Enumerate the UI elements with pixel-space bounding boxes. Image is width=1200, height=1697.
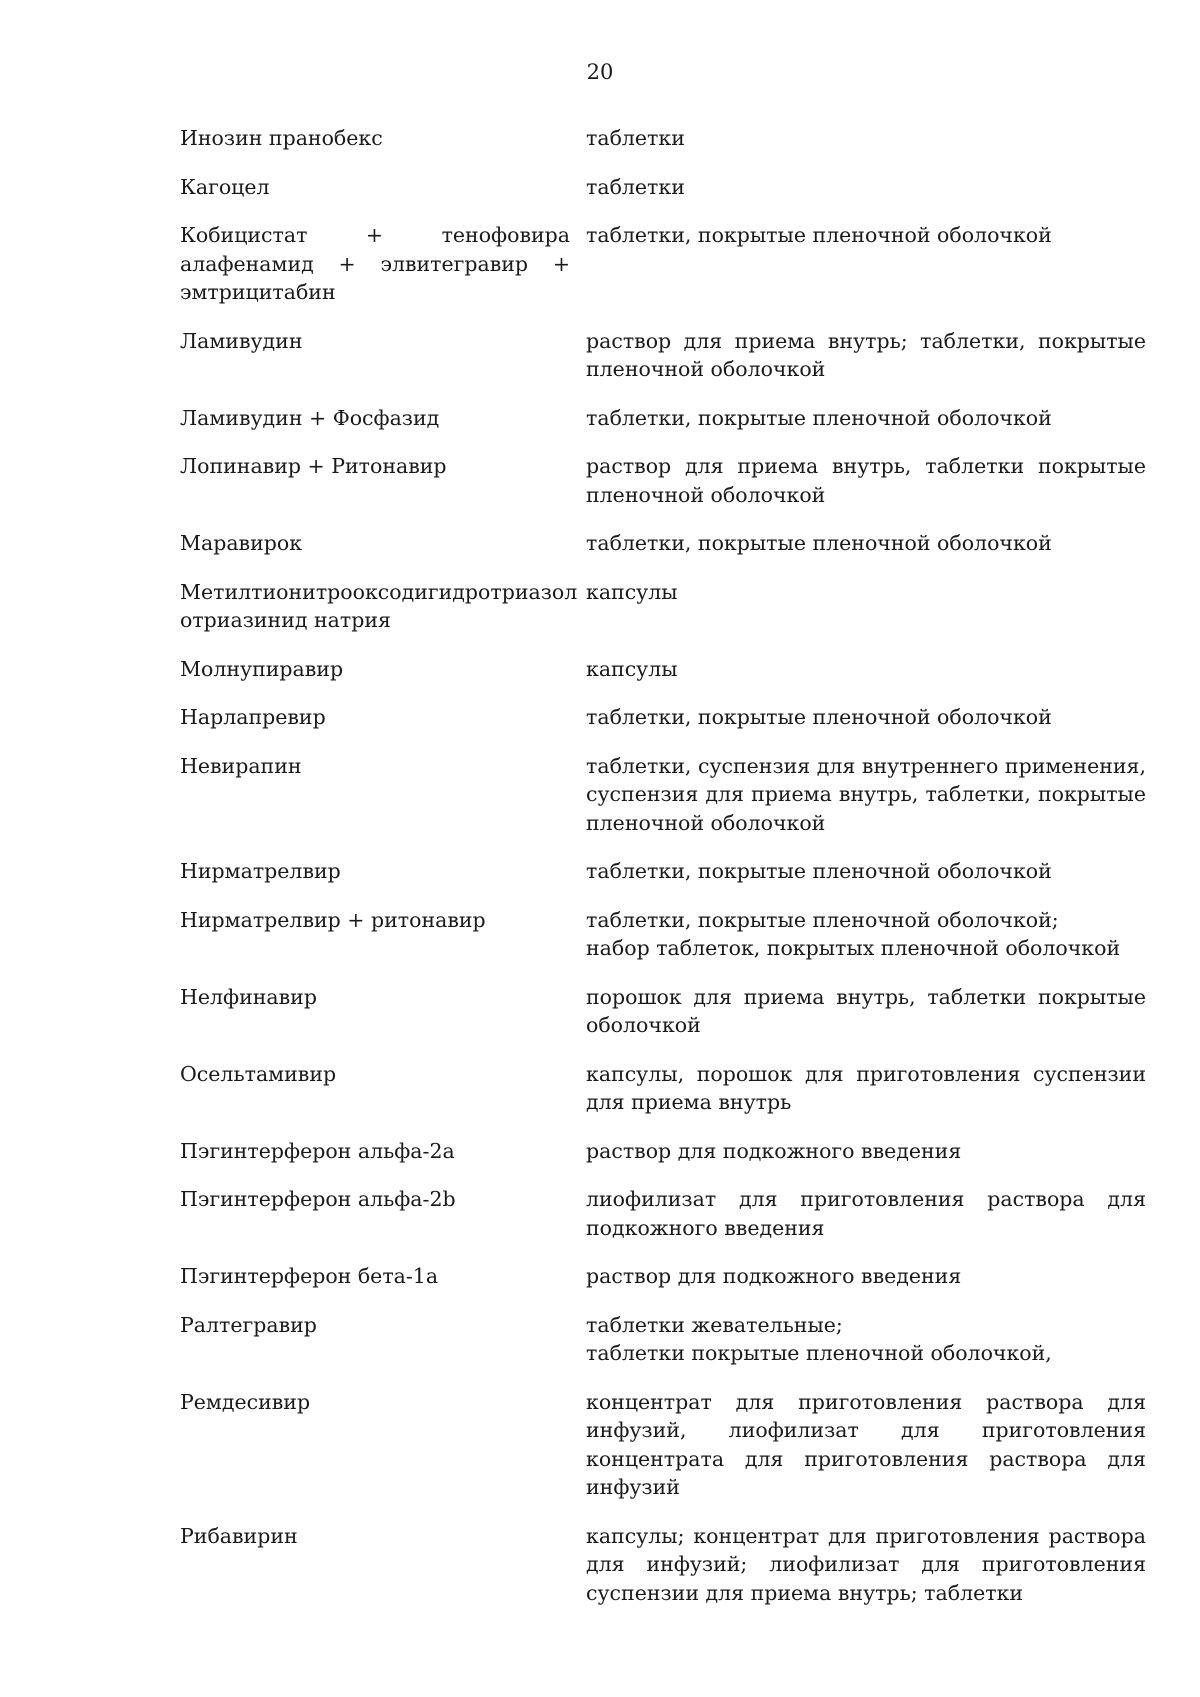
dosage-form-line: таблетки, покрытые пленочной оболочкой <box>586 705 1052 729</box>
drug-name <box>180 906 570 963</box>
drug-table <box>180 124 1146 1627</box>
table-row <box>180 1388 1146 1502</box>
drug-name-line: Кобицистат + тенофовира алафенамид + элвитегравир + эмтрицитабин <box>180 223 570 304</box>
table-row <box>180 529 1146 558</box>
table-row <box>180 752 1146 838</box>
table-row <box>180 1185 1146 1242</box>
dosage-form <box>586 857 1146 886</box>
dosage-form <box>586 124 1146 153</box>
dosage-form-line: набор таблеток, покрытых пленочной оболочкой <box>586 936 1121 960</box>
dosage-form-line: капсулы <box>586 579 678 604</box>
drug-name-line: Кагоцел <box>180 174 270 199</box>
drug-name <box>180 327 570 384</box>
drug-name-line: Ламивудин + Фосфазид <box>180 405 440 430</box>
dosage-form-line: таблетки, покрытые пленочной оболочкой <box>586 223 1052 247</box>
dosage-form <box>586 752 1146 838</box>
dosage-form <box>586 173 1146 202</box>
table-row <box>180 906 1146 963</box>
drug-name <box>180 857 570 886</box>
dosage-form-line: таблетки покрытые пленочной оболочкой, <box>586 1341 1052 1365</box>
drug-name-line: Ремдесивир <box>180 1389 311 1414</box>
drug-name <box>180 578 578 635</box>
table-row <box>180 327 1146 384</box>
dosage-form-line: концентрат для приготовления раствора для инфузий, лиофилизат для приготовления концентрата для приготовления раствора для инфузий <box>586 1389 1146 1499</box>
table-row <box>180 173 1146 202</box>
table-row <box>180 452 1146 509</box>
drug-name <box>180 1060 570 1117</box>
drug-name-line: Метилтионитрооксодигидротриазол <box>180 579 578 604</box>
dosage-form-line: раствор для подкожного введения <box>586 1138 962 1163</box>
drug-name <box>180 452 570 509</box>
drug-name <box>180 1388 570 1502</box>
drug-name-line: Нирматрелвир <box>180 859 341 883</box>
drug-name-line: Лопинавир + Ритонавир <box>180 454 447 478</box>
dosage-form <box>586 529 1146 558</box>
dosage-form-line: таблетки, покрытые пленочной оболочкой <box>586 405 1052 430</box>
drug-name <box>180 1137 570 1166</box>
dosage-form <box>586 983 1146 1040</box>
dosage-form-line: таблетки <box>586 126 685 150</box>
dosage-form <box>586 1060 1146 1117</box>
drug-name <box>180 983 570 1040</box>
dosage-form-line: раствор для подкожного введения <box>586 1264 962 1288</box>
drug-name-line: Невирапин <box>180 753 302 778</box>
drug-name-line: Осельтамивир <box>180 1061 337 1086</box>
table-row <box>180 1137 1146 1166</box>
dosage-form-line: лиофилизат для приготовления раствора для подкожного введения <box>586 1187 1146 1240</box>
drug-name <box>180 124 570 153</box>
dosage-form <box>586 1262 1146 1291</box>
table-row <box>180 1262 1146 1291</box>
dosage-form-line: таблетки, суспензия для внутреннего применения, суспензия для приема внутрь, таблетки, покрытые пленочной оболочкой <box>586 753 1146 835</box>
dosage-form <box>586 906 1146 963</box>
drug-name-line: Пэгинтерферон альфа-2b <box>180 1187 456 1211</box>
dosage-form-line: раствор для приема внутрь; таблетки, покрытые пленочной оболочкой <box>586 328 1146 381</box>
drug-name-line: Ламивудин <box>180 328 303 353</box>
drug-name <box>180 529 570 558</box>
table-row <box>180 124 1146 153</box>
drug-name <box>180 173 570 202</box>
table-row <box>180 857 1146 886</box>
table-row <box>180 1060 1146 1117</box>
dosage-form-line: раствор для приема внутрь, таблетки покрытые пленочной оболочкой <box>586 454 1146 507</box>
dosage-form-line: таблетки жевательные; <box>586 1312 843 1337</box>
dosage-form <box>586 578 1146 635</box>
dosage-form <box>586 1522 1146 1608</box>
drug-name <box>180 1185 570 1242</box>
drug-name <box>180 1262 570 1291</box>
drug-name-line: Нелфинавир <box>180 984 317 1009</box>
table-row <box>180 1522 1146 1608</box>
drug-name-line: Пэгинтерферон бета-1а <box>180 1264 439 1288</box>
table-row <box>180 655 1146 684</box>
page-number: 20 <box>586 60 614 84</box>
dosage-form <box>586 452 1146 509</box>
table-row <box>180 221 1146 307</box>
drug-name-line: отриазинид натрия <box>180 608 391 632</box>
dosage-form-line: капсулы; концентрат для приготовления раствора для инфузий; лиофилизат для приготовления суспензии для приема внутрь; таблетки <box>586 1523 1146 1605</box>
dosage-form <box>586 1388 1146 1502</box>
dosage-form <box>586 1311 1146 1368</box>
dosage-form <box>586 327 1146 384</box>
table-row <box>180 703 1146 732</box>
dosage-form-line: таблетки, покрытые пленочной оболочкой <box>586 859 1052 883</box>
drug-name-line: Инозин пранобекс <box>180 126 383 150</box>
dosage-form <box>586 404 1146 433</box>
dosage-form-line: таблетки <box>586 174 685 199</box>
dosage-form-line: капсулы, порошок для приготовления суспензии для приема внутрь <box>586 1061 1146 1114</box>
drug-name <box>180 404 570 433</box>
dosage-form <box>586 703 1146 732</box>
table-row <box>180 404 1146 433</box>
table-row <box>180 983 1146 1040</box>
dosage-form-line: таблетки, покрытые пленочной оболочкой <box>586 531 1052 555</box>
dosage-form <box>586 221 1146 307</box>
drug-name-line: Нирматрелвир + ритонавир <box>180 907 486 932</box>
dosage-form <box>586 655 1146 684</box>
table-row <box>180 1311 1146 1368</box>
drug-name <box>180 221 570 307</box>
drug-name <box>180 1311 570 1368</box>
drug-name-line: Пэгинтерферон альфа-2а <box>180 1138 455 1163</box>
dosage-form <box>586 1137 1146 1166</box>
dosage-form-line: порошок для приема внутрь, таблетки покрытые оболочкой <box>586 984 1146 1037</box>
drug-name-line: Рибавирин <box>180 1523 298 1548</box>
dosage-form-line: капсулы <box>586 656 678 681</box>
drug-name-line: Молнупиравир <box>180 656 344 681</box>
drug-name <box>180 703 570 732</box>
dosage-form <box>586 1185 1146 1242</box>
drug-name-line: Нарлапревир <box>180 705 326 729</box>
table-row <box>180 578 1146 635</box>
drug-name <box>180 655 570 684</box>
drug-name-line: Ралтегравир <box>180 1312 317 1337</box>
drug-name <box>180 1522 570 1608</box>
drug-name <box>180 752 570 838</box>
dosage-form-line: таблетки, покрытые пленочной оболочкой; <box>586 907 1059 932</box>
drug-name-line: Маравирок <box>180 531 303 555</box>
